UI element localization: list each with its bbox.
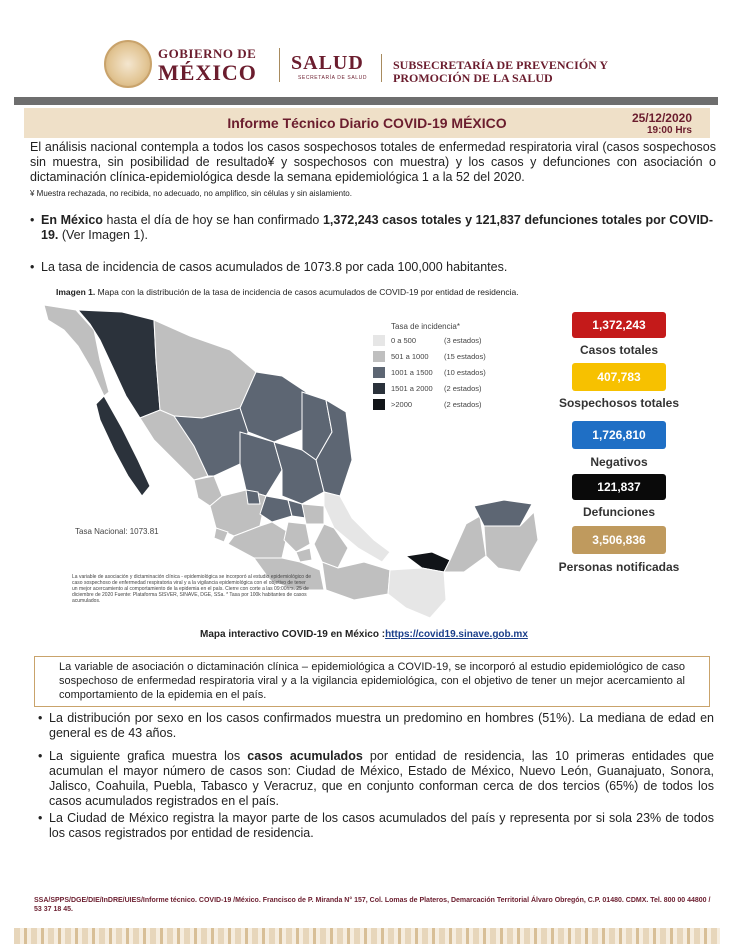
salud-logo-text: SALUD	[291, 52, 364, 74]
national-rate-label: Tasa Nacional: 1073.81	[75, 527, 159, 536]
gobierno-line2: MÉXICO	[158, 60, 257, 85]
map-note: La variable de asociación y dictaminación clínica - epidemiológica se incorporó al estudio epidemiológico de caso sospechoso de enfermedad respiratoria viral y a la vigilancia epidemiológica con el objetivo de tener un mejor acercamiento al comportamiento de la epidemia en el país. Cierre con corte a las 09:00hrs. 25 de diciembre de 2020 Fuente: Plataforma SISVER, SINAVE, DGE, SSa. * Tasa por 100k habitantes de casos acumulados.	[72, 574, 312, 604]
bullet-incidence-rate: • La tasa de incidencia de casos acumulados de 1073.8 por cada 100,000 habitantes.	[41, 260, 713, 275]
variable-note-box: La variable de asociación o dictaminación clínica – epidemiológica a COVID-19, se incorporó al estudio epidemiológico de caso sospechoso de enfermedad respiratoria viral y a la vigilancia epidemiológica, con el objetivo de tener un mejor acercamiento al comportamiento de la epidemia en el país.	[34, 656, 710, 707]
header-bar	[14, 97, 718, 105]
map-caption-label: Imagen 1.	[56, 287, 96, 297]
stat-negativos-label: Negativos	[590, 455, 648, 469]
legend-count: (3 estados)	[444, 336, 482, 345]
stat-sospechosos-label: Sospechosos totales	[558, 396, 680, 410]
legend-range: >2000	[391, 400, 413, 409]
state-chiapas	[388, 568, 446, 618]
bullet-cdmx-share: • La Ciudad de México registra la mayor parte de los casos acumulados del país y representa por si sola 23% de todos los casos registrados por entidad de residencia.	[49, 811, 714, 841]
map-link-line	[200, 629, 528, 640]
stat-notificadas-value: 3,506,836	[572, 526, 666, 554]
state-chihuahua	[154, 320, 256, 418]
intro-footnote: ¥ Muestra rechazada, no recibida, no adecuado, no amplifico, sin células y sin aislamiento.	[30, 189, 352, 198]
salud-subtitle: SECRETARÍA DE SALUD	[298, 75, 368, 81]
bullet-bold-text: casos acumulados	[247, 749, 363, 763]
bullet-text: La siguiente grafica muestra los	[49, 749, 248, 763]
legend-swatch	[373, 351, 385, 362]
stat-defunciones-value: 121,837	[572, 474, 666, 500]
legend-range: 501 a 1000	[391, 352, 429, 361]
stat-notificadas-label: Personas notificadas	[558, 560, 680, 574]
bullet-confirmed-cases	[41, 213, 713, 243]
legend-swatch	[373, 399, 385, 410]
footer-address: SSA/SPPS/DGE/DIE/InDRE/UIES/Informe técnico. COVID-19 /México. Francisco de P. Miranda N° 157, Col. Lomas de Plateros, Demarcación Territorial Álvaro Obregón, C.P. 01480. CDMX. Tel. 800 00 44800 / 53 37 18 45.	[34, 897, 711, 913]
report-date: 25/12/2020	[631, 111, 692, 125]
mexico-incidence-map	[34, 300, 544, 620]
legend-row	[369, 382, 519, 396]
bullet-text: por entidad de residencia, las 10 primeras entidades que acumulan el mayor número de casos son: Ciudad de México, Estado de México, Nuevo León, Guanajuato, Sonora, Jalisco, Coahuila, Puebla, Tabasco y Veracruz, que en conjunto conforman cerca de dos tercios (65%) de todos los casos acumulados registrados en el país.	[49, 749, 714, 808]
legend-swatch	[373, 383, 385, 394]
legend-count: (2 estados)	[444, 384, 482, 393]
stat-casos-totales-value: 1,372,243	[572, 312, 666, 338]
bullet-lead: En México	[41, 213, 103, 227]
header-divider	[279, 48, 280, 82]
legend-swatch	[373, 367, 385, 378]
state-oaxaca	[322, 562, 390, 600]
legend-count: (2 estados)	[444, 400, 482, 409]
state-estado-de-mexico	[284, 522, 310, 552]
report-time: 19:00 Hrs	[646, 125, 692, 136]
state-campeche	[444, 516, 486, 572]
legend-row	[369, 366, 519, 380]
report-title-band	[24, 108, 710, 138]
intro-paragraph: El análisis nacional contempla a todos los casos sospechosos totales de enfermedad respiratoria viral (casos sospechosos sin muestra, sin posibilidad de resultado¥ y sospechosos con muestra) y los casos y defunciones con asociación o dictaminación clínica-epidemiológica desde la semana epidemiológica 1 a la 52 del 2020.	[30, 140, 716, 184]
state-guanajuato	[260, 496, 292, 522]
bullet-sex-distribution: • La distribución por sexo en los casos confirmados muestra un predomino en hombres (51%). La mediana de edad en general es de 43 años.	[49, 711, 714, 741]
subsecretaria-line2: PROMOCIÓN DE LA SALUD	[393, 71, 553, 85]
report-title: Informe Técnico Diario COVID-19 MÉXICO	[227, 115, 507, 131]
legend-title: Tasa de incidencia*	[391, 322, 460, 331]
header-divider	[381, 54, 382, 82]
footer-decorative-pattern	[14, 928, 720, 944]
stat-sospechosos-value: 407,783	[572, 363, 666, 391]
map-link[interactable]: https://covid19.sinave.gob.mx	[385, 629, 528, 640]
legend-swatch	[373, 335, 385, 346]
legend-row	[369, 350, 519, 364]
legend-range: 1001 a 1500	[391, 368, 433, 377]
stat-defunciones-label: Defunciones	[582, 505, 655, 519]
legend-row	[369, 334, 519, 348]
subsecretaria-line1: SUBSECRETARÍA DE PREVENCIÓN Y	[393, 58, 609, 72]
legend-count: (15 estados)	[444, 352, 486, 361]
bullet-bold-text: 1,372,243 casos totales y 121,837 defunciones totales por COVID-19.	[41, 213, 713, 242]
legend-row	[369, 398, 519, 412]
page-header	[0, 0, 733, 95]
state-hidalgo	[302, 504, 324, 524]
bullet-cumulative-cases	[49, 749, 714, 809]
legend-range: 1501 a 2000	[391, 384, 433, 393]
bullet-text: (Ver Imagen 1).	[58, 228, 149, 242]
state-aguascalientes	[246, 490, 260, 504]
stat-casos-totales-label: Casos totales	[579, 343, 659, 357]
bullet-text: hasta el día de hoy se han confirmado	[102, 213, 323, 227]
stat-negativos-value: 1,726,810	[572, 421, 666, 449]
legend-range: 0 a 500	[391, 336, 417, 345]
mexico-coat-of-arms-icon	[104, 40, 152, 88]
map-caption-text: Mapa con la distribución de la tasa de incidencia de casos acumulados de COVID-19 por entidad de residencia.	[95, 287, 519, 297]
map-caption	[56, 287, 676, 297]
legend-count: (10 estados)	[444, 368, 486, 377]
map-link-label: Mapa interactivo COVID-19 en México :	[200, 629, 386, 640]
gobierno-line1: GOBIERNO DE	[158, 46, 257, 61]
